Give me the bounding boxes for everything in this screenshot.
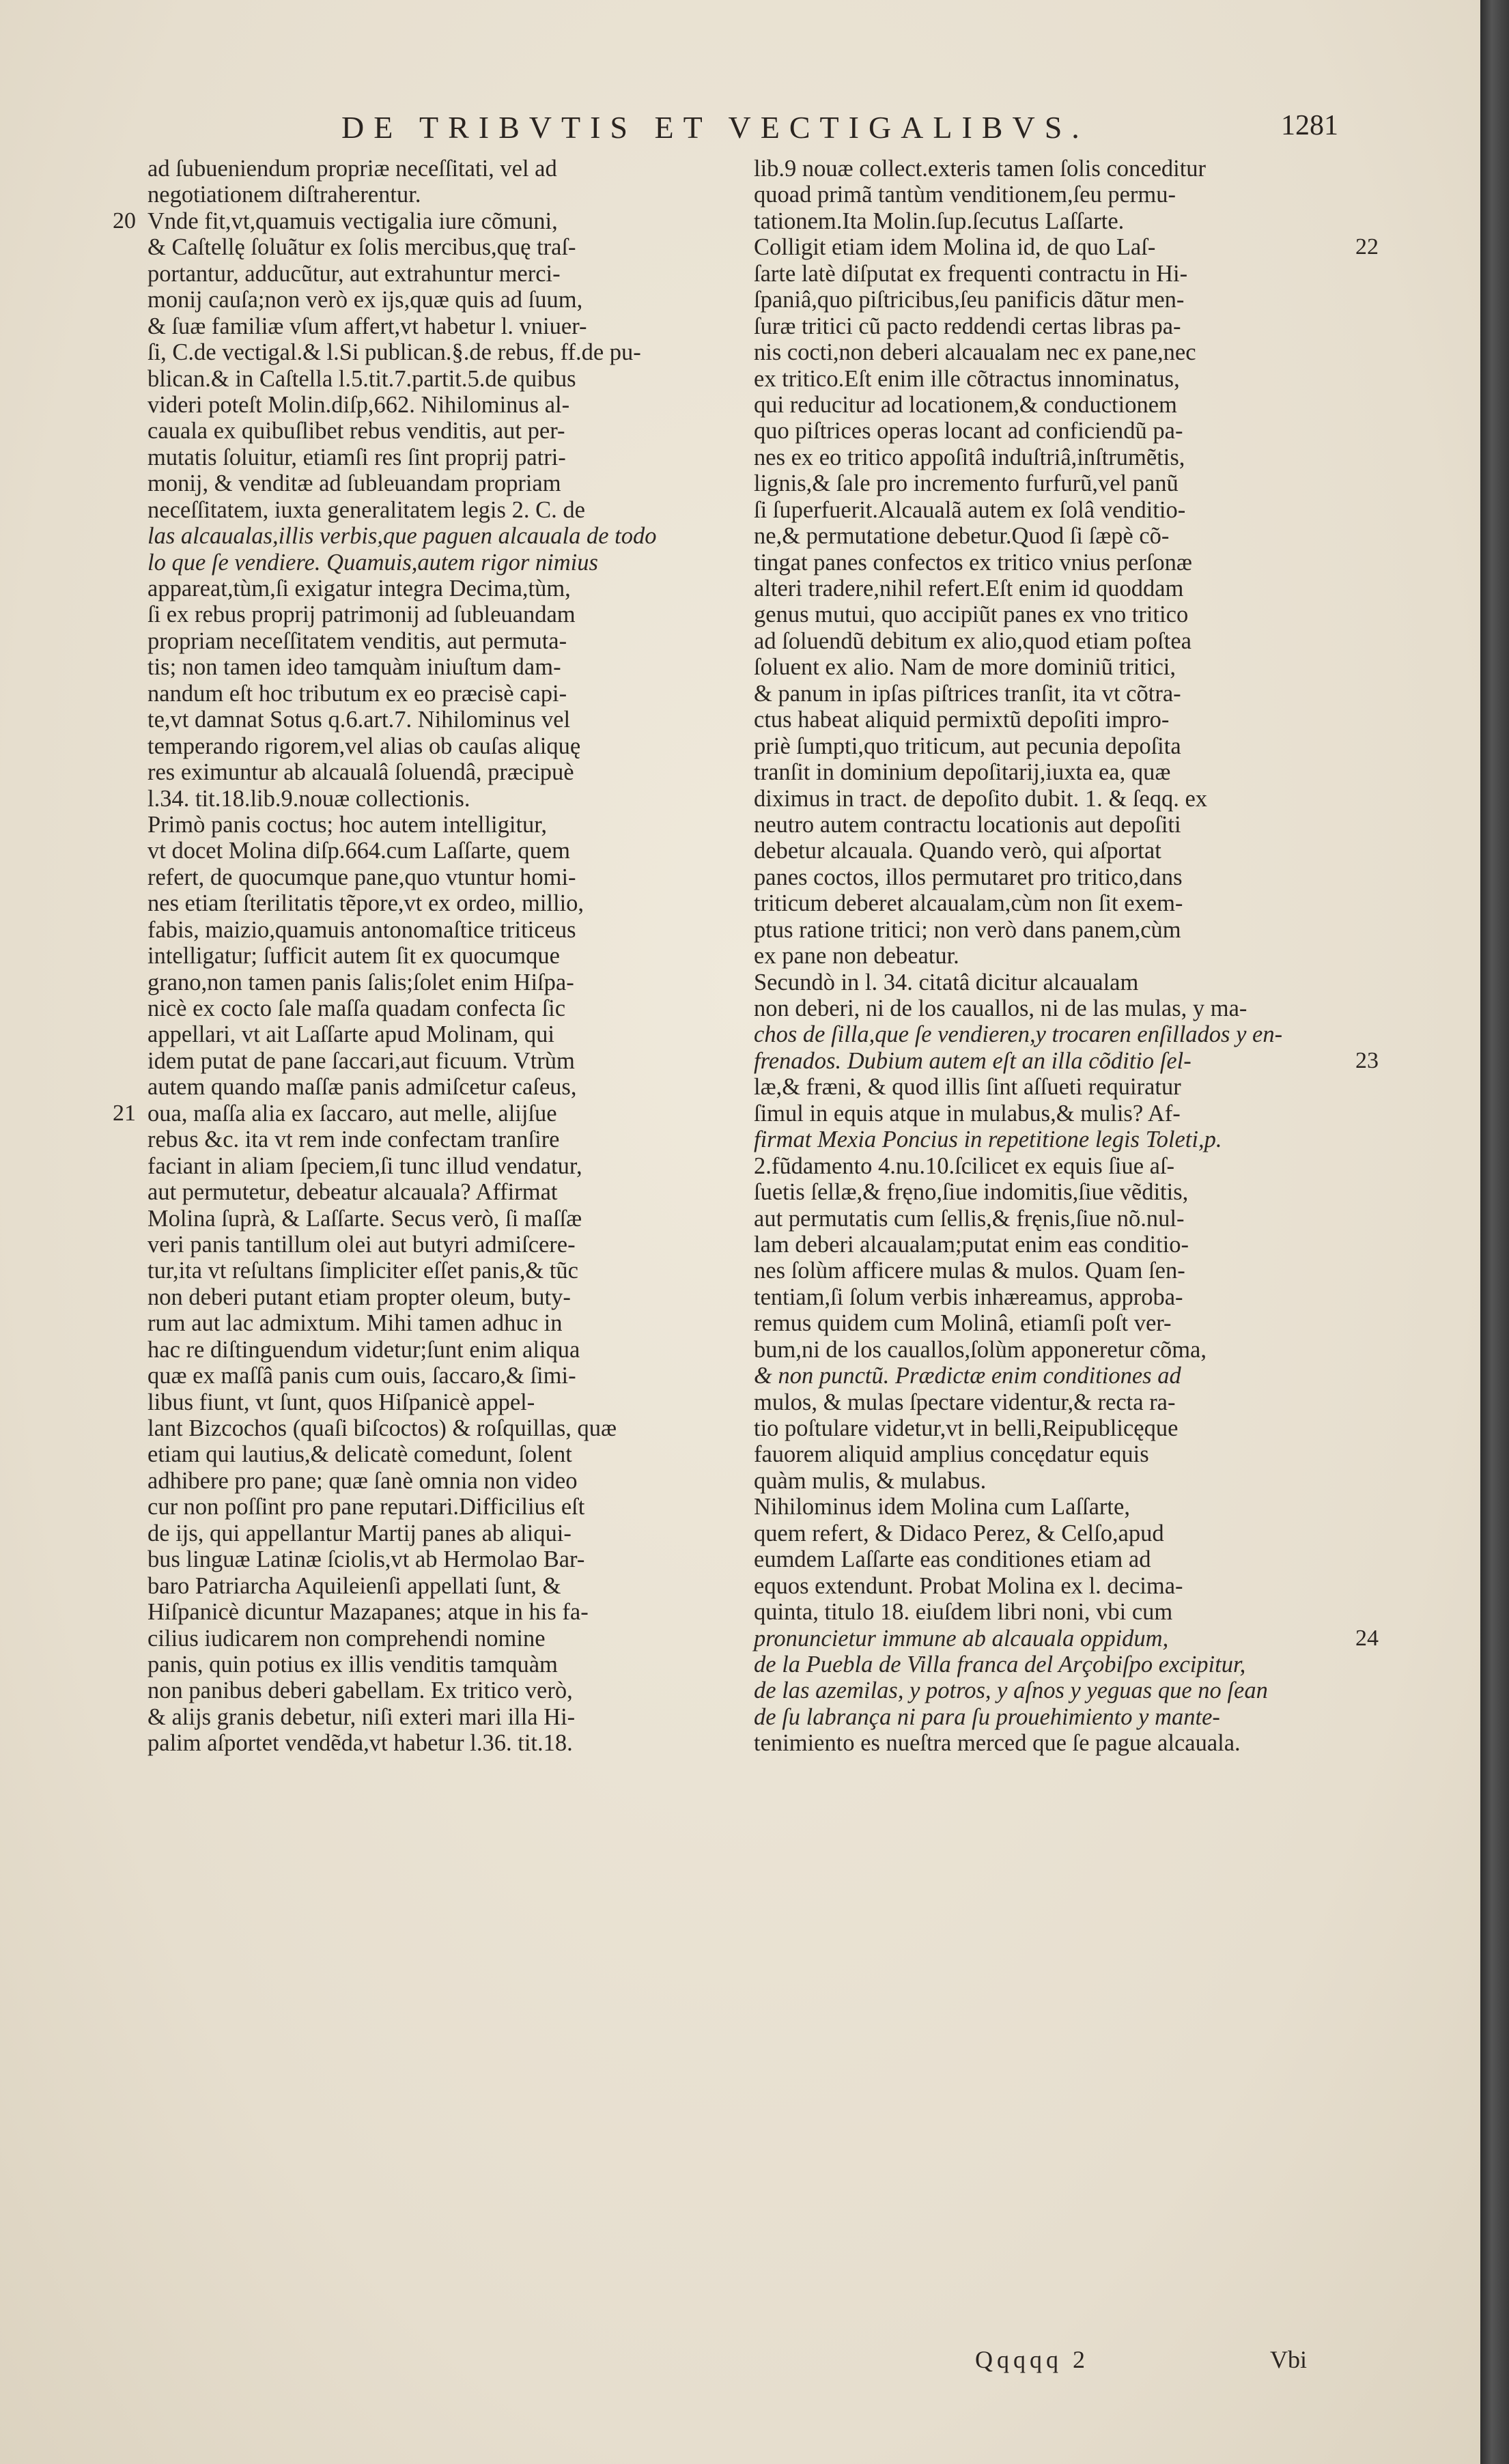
text-line: equos extendunt. Probat Molina ex l. decima-: [754, 1572, 1183, 1599]
text-line: libus fiunt, vt ſunt, quos Hiſpanicè appel-: [147, 1389, 535, 1415]
text-line: tingat panes confectos ex tritico vnius perſonæ: [754, 549, 1192, 576]
text-line: rebus &c. ita vt rem inde confectam tranſire: [147, 1127, 560, 1153]
text-line: idem putat de pane ſaccari,aut ficuum. Vtrùm: [147, 1047, 575, 1074]
text-line: etiam qui lautius,& delicatè comedunt, ſolent: [147, 1441, 572, 1468]
text-line: Molina ſuprà, & Laſſarte. Secus verò, ſi maſſæ: [147, 1205, 582, 1232]
right-column: [754, 156, 1321, 1757]
text-line: triticum deberet alcaualam,cùm non ſit exem-: [754, 890, 1183, 917]
text-line: nes ex eo tritico appoſitâ induſtriâ,inſtrumẽtis,: [754, 444, 1185, 470]
text-line: de ſu labrança ni para ſu prouehimiento y mante-: [754, 1703, 1220, 1730]
folio-number: 1281: [1281, 110, 1338, 141]
text-line: ſimul in equis atque in mulabus,& mulis? Af-: [754, 1100, 1181, 1127]
text-line: appellari, vt ait Laſſarte apud Molinam, qui: [147, 1021, 554, 1048]
text-line: ex pane non debeatur.: [754, 943, 959, 969]
text-line: ſi, C.de vectigal.& l.Si publican.§.de rebus, ff.de pu-: [147, 339, 641, 366]
text-line: appareat,tùm,ſi exigatur integra Decima,tùm,: [147, 576, 571, 601]
text-line: refert, de quocumque pane,quo vtuntur homi-: [147, 864, 576, 890]
text-line: remus quidem cum Molinâ, etiamſi poſt ver-: [754, 1310, 1172, 1337]
text-line: adhibere pro pane; quæ ſanè omnia non video: [147, 1467, 578, 1494]
text-line: tur,ita vt reſultans ſimpliciter eſſet panis,& tũc: [147, 1258, 578, 1284]
text-line: Colligit etiam idem Molina id, de quo Laſ-: [754, 234, 1156, 261]
text-line: firmat Mexia Poncius in repetitione legis Toleti,p.: [754, 1127, 1222, 1153]
text-line: baro Patriarcha Aquileienſi appellati ſunt, &: [147, 1572, 561, 1599]
text-line: res eximuntur ab alcaualâ ſoluendâ, præcipuè: [147, 759, 574, 786]
text-line: frenados. Dubium autem eſt an illa cõditio ſel-: [754, 1047, 1191, 1074]
text-line: & alijs granis debetur, niſi exteri mari illa Hi-: [147, 1703, 576, 1730]
text-line: quinta, titulo 18. eiuſdem libri noni, vbi cum: [754, 1599, 1173, 1626]
text-line: tentiam,ſi ſolum verbis inhæreamus, approba-: [754, 1284, 1183, 1310]
text-line: ſpaniâ,quo piſtricibus,ſeu panificis dãtur men-: [754, 287, 1185, 313]
text-line: Hiſpanicè dicuntur Mazapanes; atque in his fa-: [147, 1599, 589, 1626]
text-line: tio poſtulare videtur,vt in belli,Reipublicęque: [754, 1415, 1179, 1441]
text-line: ſuetis ſellæ,& fręno,ſiue indomitis,ſiue vẽditis,: [754, 1179, 1189, 1206]
running-head: DE TRIBVTIS ET VECTIGALIBVS.: [341, 110, 1089, 145]
text-line: rum aut lac admixtum. Mihi tamen adhuc in: [147, 1310, 563, 1337]
text-line: nes etiam ſterilitatis tẽpore,vt ex ordeo, millio,: [147, 890, 584, 917]
text-line: lignis,& ſale pro incremento furfurũ,vel panũ: [754, 470, 1179, 497]
text-line: ad ſoluendũ debitum ex alio,quod etiam poſtea: [754, 627, 1191, 654]
margin-number: 23: [1355, 1048, 1379, 1074]
text-line: palim aſportet vendẽda,vt habetur l.36. tit.18.: [147, 1730, 573, 1757]
text-line: & panum in ipſas piſtrices tranſit, ita vt cõtra-: [754, 680, 1181, 707]
text-line: monij, & venditæ ad ſubleuandam propriam: [147, 470, 561, 497]
text-line: pronuncietur immune ab alcauala oppidum,: [754, 1625, 1169, 1652]
margin-number: 24: [1355, 1626, 1379, 1652]
text-line: quàm mulis, & mulabus.: [754, 1467, 987, 1494]
text-line: chos de ſilla,que ſe vendieren,y trocaren enſillados y en-: [754, 1021, 1283, 1048]
text-line: las alcaualas,illis verbis,que paguen alcauala de todo: [147, 523, 657, 550]
text-line: de ijs, qui appellantur Martij panes ab aliqui-: [147, 1520, 572, 1546]
text-line: ſi ſuperfuerit.Alcaualã autem ex ſolâ venditio-: [754, 496, 1186, 523]
text-line: hac re diſtinguendum videtur;ſunt enim aliqua: [147, 1336, 580, 1363]
text-line: Nihilominus idem Molina cum Laſſarte,: [754, 1494, 1130, 1520]
text-line: lant Bizcochos (quaſi biſcoctos) & roſquillas, quæ: [147, 1415, 617, 1441]
text-line: blican.& in Caſtella l.5.tit.7.partit.5.de quibus: [147, 365, 576, 392]
text-line: non deberi, ni de los cauallos, ni de las mulas, y ma-: [754, 995, 1247, 1021]
text-line: læ,& fræni, & quod illis ſint aſſueti requiratur: [754, 1074, 1181, 1101]
text-line: nis cocti,non deberi alcaualam nec ex pane,nec: [754, 339, 1196, 366]
text-line: fauorem aliquid amplius concędatur equis: [754, 1441, 1149, 1468]
text-line: ſi ex rebus proprij patrimonij ad ſubleuandam: [147, 601, 576, 628]
text-line: cilius iudicarem non comprehendi nomine: [147, 1625, 546, 1652]
text-line: ſuræ tritici cũ pacto reddendi certas libras pa-: [754, 313, 1181, 339]
text-line: ſoluent ex alio. Nam de more dominiũ tritici,: [754, 654, 1176, 681]
text-line: ex tritico.Eſt enim ille cõtractus innominatus,: [754, 365, 1180, 392]
text-line: nandum eſt hoc tributum ex eo præcisè capi-: [147, 680, 567, 707]
text-line: propriam neceſſitatem venditis, aut permuta-: [147, 627, 567, 654]
text-line: cur non poſſint pro pane reputari.Difficilius eſt: [147, 1494, 585, 1520]
text-line: videri poteſt Molin.diſp,662. Nihilominus al-: [147, 391, 570, 418]
text-line: intelligatur; ſufficit autem ſit ex quocumque: [147, 943, 560, 969]
text-line: ad ſubueniendum propriæ neceſſitati, vel ad: [147, 156, 557, 182]
margin-number: 21: [113, 1101, 136, 1127]
text-line: de la Puebla de Villa franca del Arçobiſpo excipitur,: [754, 1651, 1246, 1677]
left-column: [147, 156, 725, 1757]
text-line: l.34. tit.18.lib.9.nouæ collectionis.: [147, 785, 470, 812]
text-line: portantur, adducũtur, aut extrahuntur merci-: [147, 260, 561, 287]
text-line: priè ſumpti,quo triticum, aut pecunia depoſita: [754, 733, 1181, 759]
text-line: tationem.Ita Molin.ſup.ſecutus Laſſarte.: [754, 208, 1125, 234]
text-line: non panibus deberi gabellam. Ex tritico verò,: [147, 1677, 573, 1704]
text-line: ne,& permutatione debetur.Quod ſi ſæpè cõ-: [754, 523, 1170, 550]
text-line: quem refert, & Didaco Perez, & Celſo,apud: [754, 1520, 1164, 1546]
text-line: aut permutatis cum ſellis,& fręnis,ſiue nõ.nul-: [754, 1205, 1185, 1232]
text-line: mulos, & mulas ſpectare videntur,& recta ra-: [754, 1389, 1176, 1415]
text-line: debetur alcauala. Quando verò, qui aſportat: [754, 838, 1161, 864]
text-line: neceſſitatem, iuxta generalitatem legis 2. C. de: [147, 496, 585, 523]
text-line: & ſuæ familiæ vſum affert,vt habetur l. vniuer-: [147, 313, 587, 339]
text-line: lo que ſe vendiere. Quamuis,autem rigor nimius: [147, 549, 598, 576]
text-line: eumdem Laſſarte eas conditiones etiam ad: [754, 1546, 1151, 1573]
text-line: ctus habeat aliquid permixtũ depoſiti impro-: [754, 707, 1170, 733]
text-line: grano,non tamen panis ſalis;ſolet enim Hiſpa-: [147, 969, 574, 995]
text-line: mutatis ſoluitur, etiamſi res ſint proprij patri-: [147, 444, 566, 470]
text-line: bum,ni de los cauallos,ſolùm apponeretur cõma,: [754, 1336, 1207, 1363]
text-line: panes coctos, illos permutaret pro tritico,dans: [754, 864, 1183, 890]
text-line: quæ ex maſſâ panis cum ouis, ſaccaro,& ſimi-: [147, 1363, 576, 1389]
text-line: genus mutui, quo accipiũt panes ex vno tritico: [754, 601, 1189, 628]
text-line: Primò panis coctus; hoc autem intelligitur,: [147, 811, 548, 838]
text-line: temperando rigorem,vel alias ob cauſas aliquę: [147, 733, 581, 759]
page-edge-shadow: [1480, 0, 1509, 2464]
text-line: tranſit in dominium depoſitarij,iuxta ea, quæ: [754, 759, 1171, 786]
text-line: aut permutetur, debeatur alcauala? Affirmat: [147, 1179, 558, 1206]
signature-mark: Qqqqq 2: [975, 2346, 1089, 2373]
text-line: 2.fũdamento 4.nu.10.ſcilicet ex equis ſiue aſ-: [754, 1152, 1175, 1179]
text-line: & non punctũ. Prædictæ enim conditiones ad: [754, 1363, 1181, 1389]
margin-number: 22: [1355, 234, 1379, 260]
text-line: autem quando maſſæ panis admiſcetur caſeus,: [147, 1074, 577, 1101]
text-line: fabis, maizio,quamuis antonomaſtice triticeus: [147, 916, 576, 943]
text-line: vt docet Molina diſp.664.cum Laſſarte, quem: [147, 838, 570, 864]
text-line: tis; non tamen ideo tamquàm iniuſtum dam-: [147, 654, 561, 681]
text-line: alteri tradere,nihil refert.Eſt enim id quoddam: [754, 576, 1184, 601]
catchword: Vbi: [1270, 2346, 1307, 2373]
text-line: panis, quin potius ex illis venditis tamquàm: [147, 1651, 558, 1677]
text-line: tenimiento es nueſtra merced que ſe pague alcauala.: [754, 1730, 1241, 1757]
text-line: faciant in aliam ſpeciem,ſi tunc illud vendatur,: [147, 1152, 582, 1179]
text-line: bus linguæ Latinæ ſciolis,vt ab Hermolao Bar-: [147, 1546, 585, 1573]
text-line: ſarte latè diſputat ex frequenti contractu in Hi-: [754, 260, 1188, 287]
text-line: Secundò in l. 34. citatâ dicitur alcaualam: [754, 969, 1139, 995]
text-line: monij cauſa;non verò ex ijs,quæ quis ad ſuum,: [147, 287, 583, 313]
text-line: de las azemilas, y potros, y aſnos y yeguas que no ſean: [754, 1677, 1268, 1704]
text-line: quo piſtrices operas locant ad conficiendũ pa-: [754, 418, 1183, 444]
text-line: & Caſtellę ſoluãtur ex ſolis mercibus,quę traſ-: [147, 234, 576, 261]
text-line: non deberi putant etiam propter oleum, buty-: [147, 1284, 571, 1310]
text-line: oua, maſſa alia ex ſaccaro, aut melle, alijſue: [147, 1100, 557, 1127]
text-line: diximus in tract. de depoſito dubit. 1. & ſeqq. ex: [754, 785, 1208, 812]
text-line: ptus ratione tritici; non verò dans panem,cùm: [754, 916, 1181, 943]
text-line: nes ſolùm afficere mulas & mulos. Quam ſen-: [754, 1258, 1185, 1284]
text-line: qui reducitur ad locationem,& conductionem: [754, 391, 1177, 418]
text-line: lib.9 nouæ collect.exteris tamen ſolis conceditur: [754, 156, 1207, 182]
text-line: lam deberi alcaualam;putat enim eas conditio-: [754, 1231, 1189, 1258]
text-line: negotiationem diſtraherentur.: [147, 182, 421, 208]
text-line: neutro autem contractu locationis aut depoſiti: [754, 811, 1181, 838]
text-line: quoad primã tantùm venditionem,ſeu permu-: [754, 182, 1176, 208]
text-line: veri panis tantillum olei aut butyri admiſcere-: [147, 1231, 576, 1258]
margin-number: 20: [113, 208, 136, 233]
text-line: cauala ex quibuſlibet rebus venditis, aut per-: [147, 418, 565, 444]
text-line: Vnde fit,vt,quamuis vectigalia iure cõmuni,: [147, 208, 558, 234]
text-line: nicè ex cocto ſale maſſa quadam confecta ſic: [147, 995, 566, 1021]
text-line: te,vt damnat Sotus q.6.art.7. Nihilominus vel: [147, 707, 571, 733]
